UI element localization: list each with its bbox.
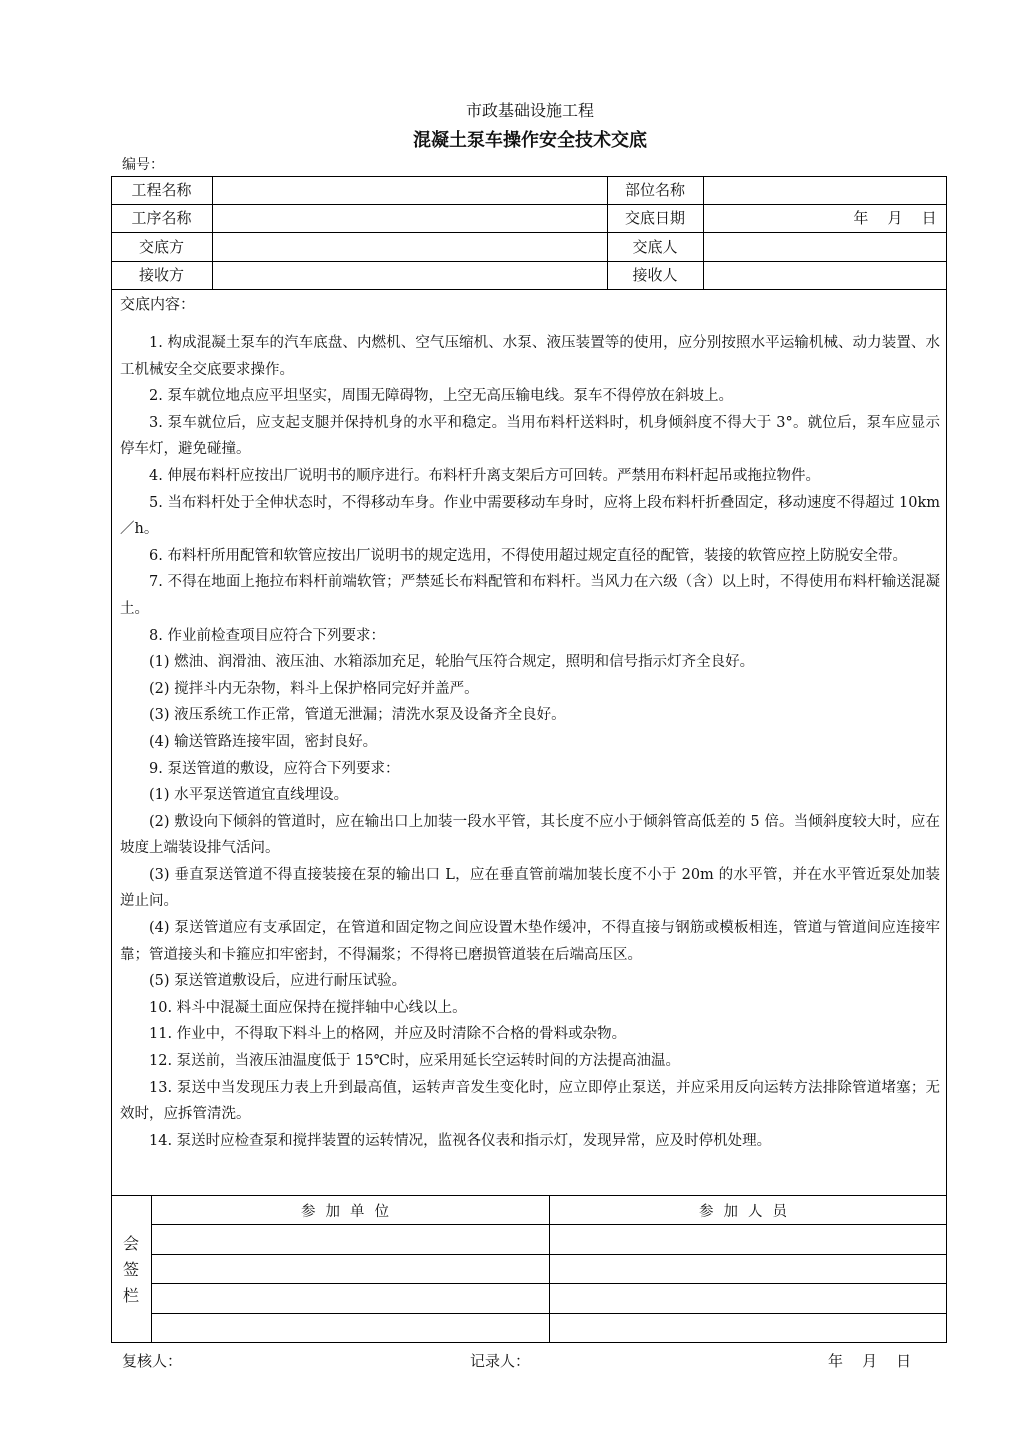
table-line [111,261,947,262]
content-paragraph: 8. 作业前检查项目应符合下列要求： [149,627,385,644]
receiver-person-label: 接收人 [632,266,678,284]
signoff-side-char: 栏 [122,1285,139,1305]
disclosure-date-label: 交底日期 [624,209,685,227]
content-paragraph: (1) 燃油、润滑油、液压油、水箱添加充足，轮胎气压符合规定，照明和信号指示灯齐全良好。 [149,654,755,671]
content-label: 交底内容： [120,295,196,313]
signoff-side-label [111,1196,151,1343]
recorder-label: 记录人： [470,1352,531,1370]
content-paragraph: (4) 输送管路连接牢固，密封良好。 [149,733,378,750]
table-line [111,1195,947,1196]
participating-person-header: 参加人员 [699,1204,797,1220]
process-name-label: 工序名称 [131,209,192,227]
footer-date: 年 月 日 [828,1352,912,1370]
table-line [111,232,947,233]
content-paragraph: 3. 泵车就位后，应支起支腿并保持机身的水平和稳定。当用布料杆送料时，机身倾斜度不得大于 3°。就位后，泵车应显示停车灯，避免碰撞。 [120,414,940,458]
content-paragraph: 2. 泵车就位地点应平坦坚实，周围无障碍物，上空无高压输电线。泵车不得停放在斜坡上。 [149,388,733,405]
content-paragraph: 9. 泵送管道的敷设，应符合下列要求： [149,760,400,777]
giver-party-label: 交底方 [138,238,184,256]
participating-unit-header: 参加单位 [301,1204,399,1220]
table-line [151,1313,947,1314]
table-line [151,1283,947,1284]
content-paragraph: 12. 泵送前，当液压油温度低于 15℃时，应采用延长空运转时间的方法提高油温。 [149,1053,680,1070]
content-paragraph: (4) 泵送管道应有支承固定，在管道和固定物之间应设置木垫作缓冲，不得直接与钢筋或模板相连，管道与管道间应连接牢靠；管道接头和卡箍应扣牢密封，不得漏浆；不得将已磨损管道装在后端高压区。 [120,920,940,963]
content-paragraph: 6. 布料杆所用配管和软管应按出厂说明书的规定选用，不得使用超过规定直径的配管，装接的软管应控上防脱安全带。 [149,547,907,564]
serial-number-label: 编号： [122,157,164,173]
table-line [151,1224,947,1225]
giver-person-label: 交底人 [632,238,678,256]
table-line [151,1254,947,1255]
content-paragraph: 1. 构成混凝土泵车的汽车底盘、内燃机、空气压缩机、水泵、液压装置等的使用，应分别按照水平运输机械、动力装置、水工机械安全交底要求操作。 [120,335,940,378]
content-paragraph: 11. 作业中，不得取下料斗上的格网，并应及时清除不合格的骨料或杂物。 [149,1026,627,1043]
content-paragraph: 14. 泵送时应检查泵和搅拌装置的运转情况，监视各仪表和指示灯，发现异常，应及时停机处理。 [149,1132,772,1149]
part-name-label: 部位名称 [624,181,685,199]
content-paragraph: (2) 搅拌斗内无杂物，料斗上保护格同完好并盖严。 [149,680,479,697]
signoff-side-char: 会 [122,1233,139,1253]
table-line [111,204,947,205]
content-paragraph: 13. 泵送中当发现压力表上升到最高值，运转声音发生变化时，应立即停止泵送，并应采用反向运转方法排除管道堵塞；无效时，应拆管清洗。 [120,1079,940,1123]
project-name-label: 工程名称 [131,181,192,199]
content-paragraph: (3) 液压系统工作正常，管道无泄漏；清洗水泵及设备齐全良好。 [149,707,566,724]
table-line [703,176,704,289]
signoff-side-char: 签 [122,1259,139,1279]
content-paragraph: 10. 料斗中混凝土面应保持在搅拌轴中心线以上。 [149,999,467,1016]
disclosure-date-value: 年 月 日 [853,209,937,227]
table-line [111,289,947,290]
content-paragraph: 5. 当布料杆处于全伸状态时，不得移动车身。作业中需要移动车身时，应将上段布料杆折叠固定，移动速度不得超过 10km／h。 [120,494,940,538]
content-paragraph: (1) 水平泵送管道宜直线埋设。 [149,787,349,804]
page-title: 混凝土泵车操作安全技术交底 [413,130,647,151]
content-paragraph: 7. 不得在地面上拖拉布料杆前端软管；严禁延长布料配管和布料杆。当风力在六级（含）以上时，不得使用布料杆输送混凝土。 [120,574,940,617]
table-line [212,176,213,289]
page-subtitle: 市政基础设施工程 [465,101,594,120]
receiver-party-label: 接收方 [138,266,184,284]
content-paragraph: (2) 敷设向下倾斜的管道时，应在输出口上加装一段水平管，其长度不应小于倾斜管高低差的 5 倍。当倾斜度较大时，应在坡度上端装设排气活问。 [120,813,940,857]
content-body [120,330,940,1154]
content-paragraph: 4. 伸展布料杆应按出厂说明书的顺序进行。布料杆升离支架后方可回转。严禁用布料杆起吊或拖拉物件。 [149,467,820,484]
content-paragraph: (5) 泵送管道敷设后，应进行耐压试验。 [149,973,407,990]
reviewer-label: 复核人： [122,1352,183,1370]
content-paragraph: (3) 垂直泵送管道不得直接装接在泵的输出口 L，应在垂直管前端加装长度不小于 20m 的水平管，并在水平管近泵处加装逆止问。 [120,866,940,910]
